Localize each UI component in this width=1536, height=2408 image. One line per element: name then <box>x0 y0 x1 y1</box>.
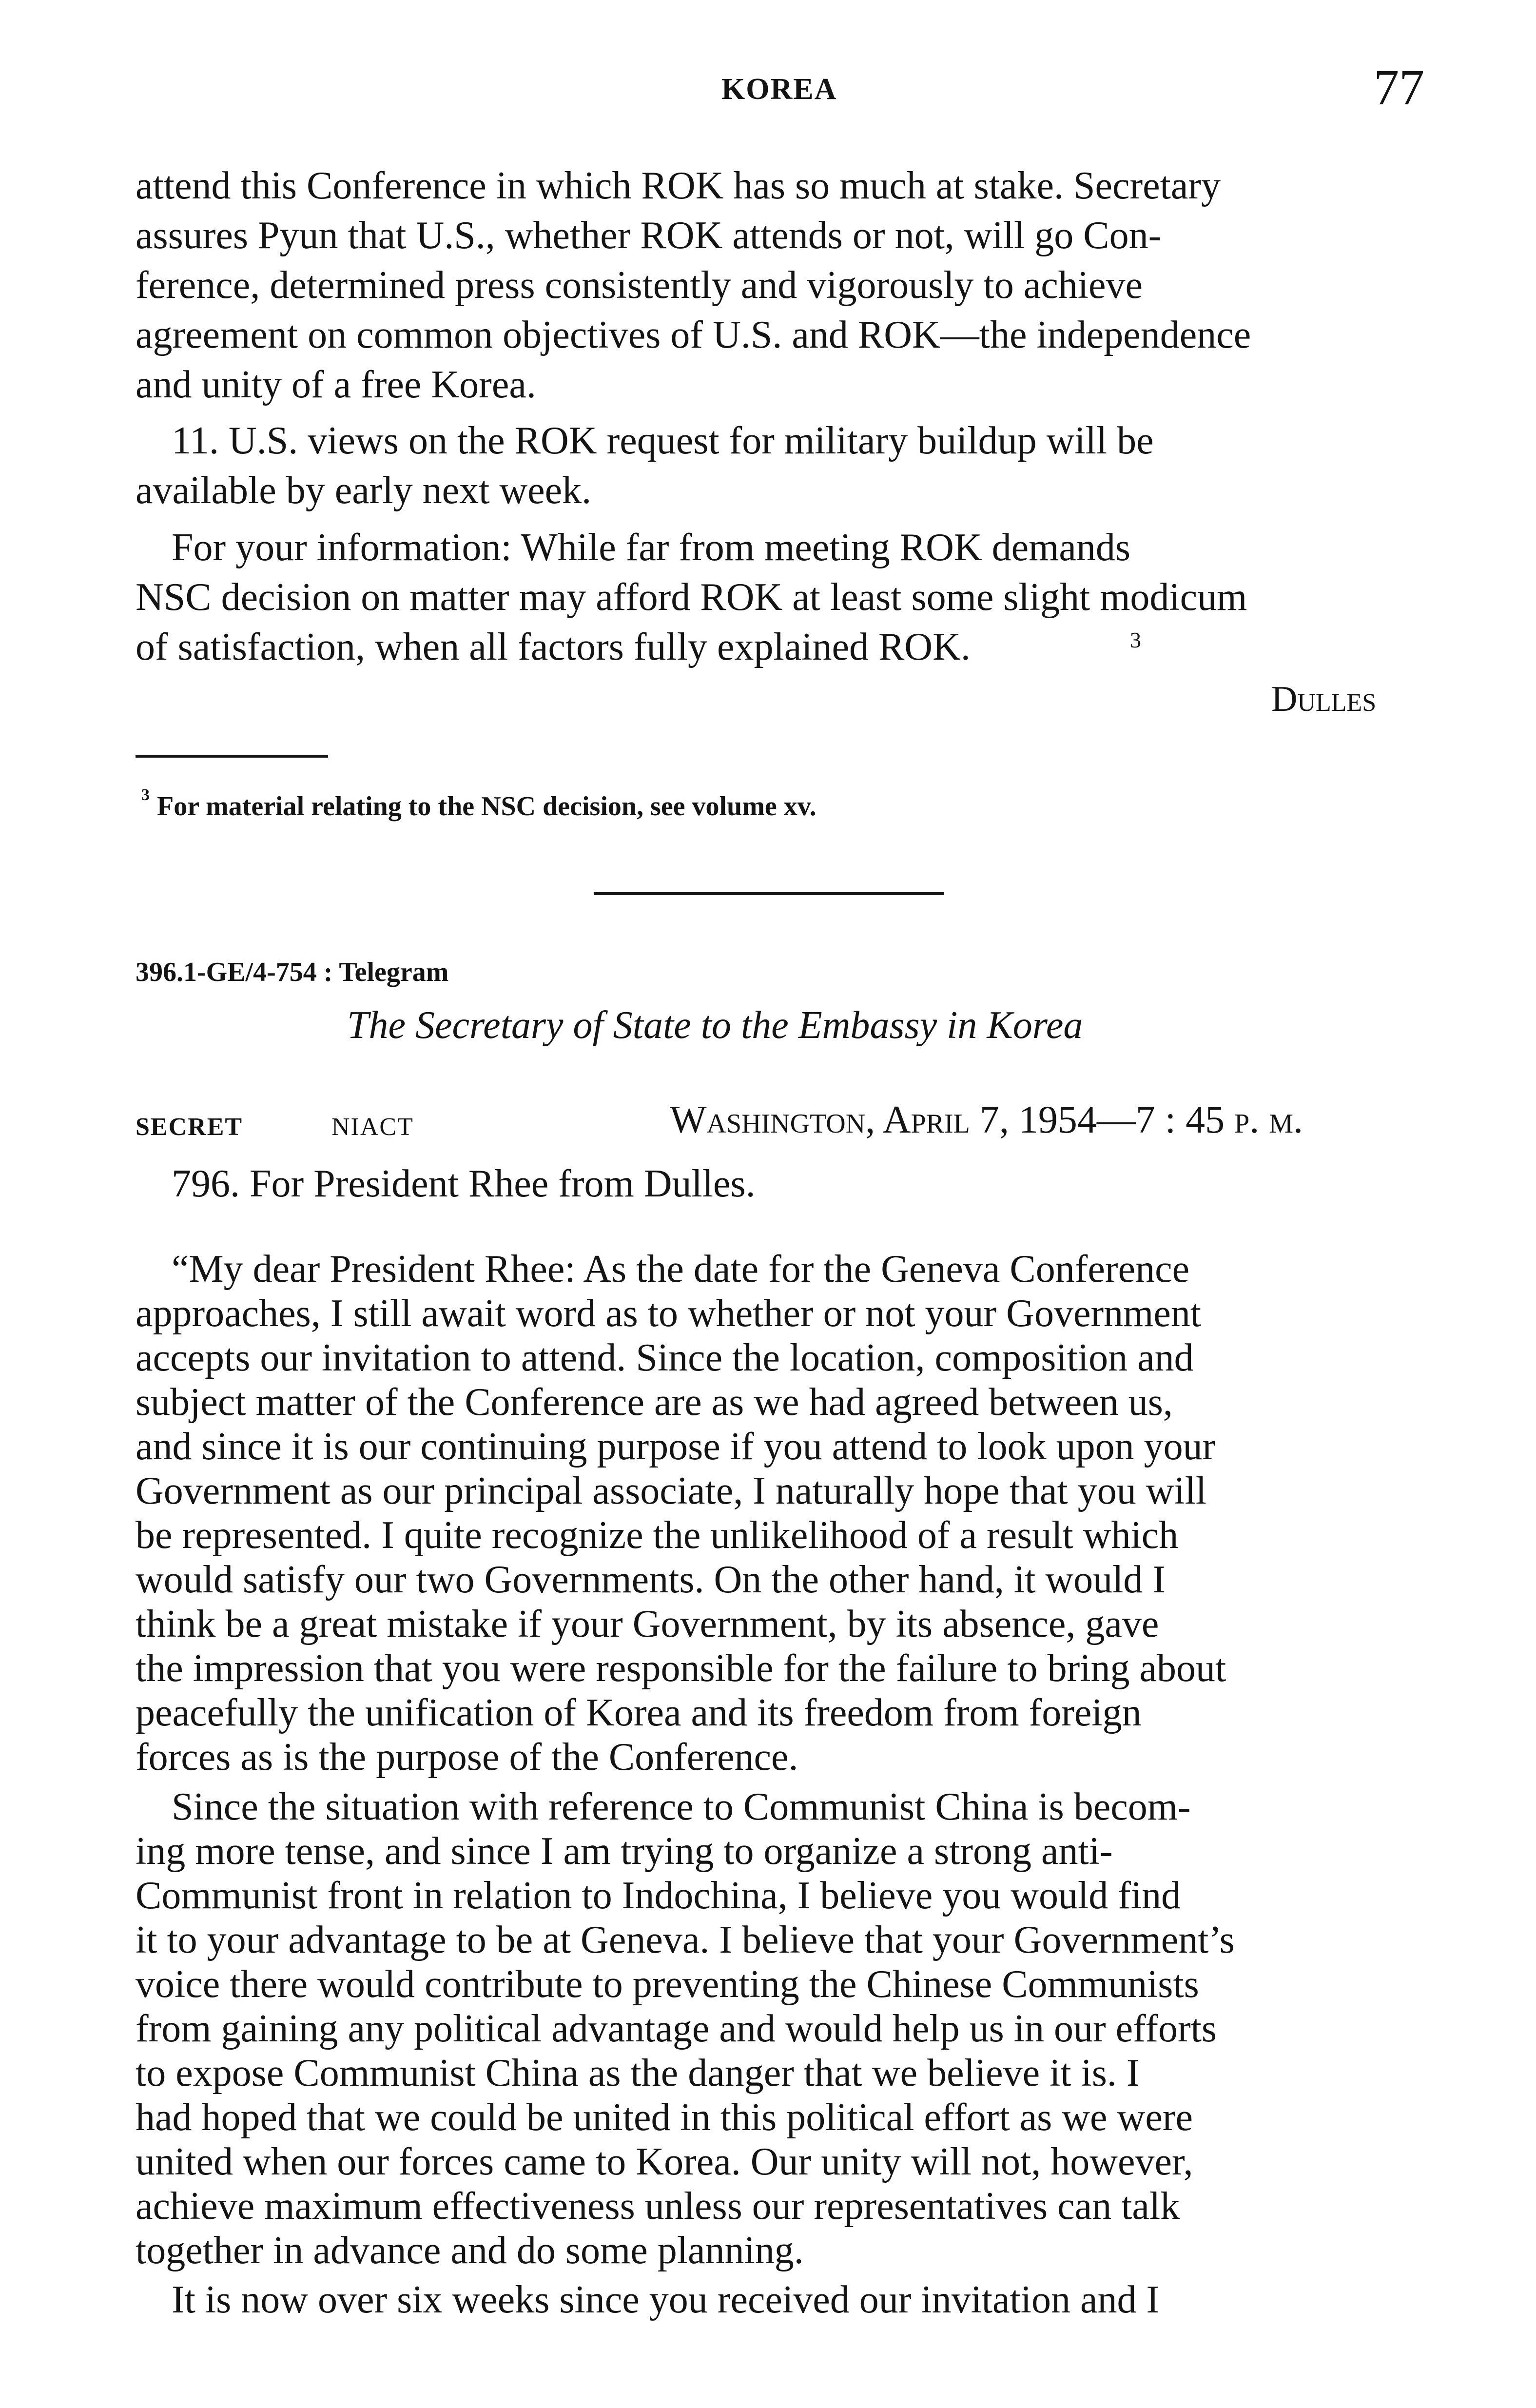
body-line: ing more tense, and since I am trying to organize a strong anti- <box>136 1830 1113 1873</box>
page-number: 77 <box>1374 59 1424 116</box>
precedence: NIACT <box>331 1113 414 1141</box>
body-line: think be a great mistake if your Government, by its absence, gave <box>136 1603 1159 1645</box>
body-line: NSC decision on matter may afford ROK at least some slight modicum <box>136 576 1247 619</box>
body-line: the impression that you were responsible for the failure to bring about <box>136 1647 1226 1690</box>
body-line: “My dear President Rhee: As the date for the Geneva Conference <box>172 1248 1190 1291</box>
body-line: agreement on common objectives of U.S. and ROK—the independence <box>136 313 1251 356</box>
telegram-number: 796. For President Rhee from Dulles. <box>172 1162 756 1205</box>
document-title: The Secretary of State to the Embassy in Korea <box>347 1004 1083 1047</box>
body-line: forces as is the purpose of the Conference. <box>136 1736 798 1779</box>
body-line: from gaining any political advantage and would help us in our efforts <box>136 2007 1217 2050</box>
body-line: Government as our principal associate, I naturally hope that you will <box>136 1469 1207 1512</box>
body-line: 11. U.S. views on the ROK request for military buildup will be <box>172 419 1154 462</box>
classification: SECRET <box>136 1113 243 1141</box>
body-line: approaches, I still await word as to whether or not your Government <box>136 1292 1202 1335</box>
body-line: and since it is our continuing purpose if you attend to look upon your <box>136 1425 1216 1468</box>
body-line: peacefully the unification of Korea and its freedom from foreign <box>136 1691 1142 1734</box>
body-line: attend this Conference in which ROK has so much at stake. Secretary <box>136 164 1221 207</box>
body-line: together in advance and do some planning. <box>136 2229 804 2272</box>
section-separator <box>594 892 944 895</box>
footnote-marker: 3 <box>141 786 150 804</box>
file-number: 396.1-GE/4-754 : Telegram <box>136 957 449 987</box>
body-line: Communist front in relation to Indochina, I believe you would find <box>136 1874 1181 1917</box>
body-line: For your information: While far from meeting ROK demands <box>172 526 1130 569</box>
footnote-reference: 3 <box>1130 627 1141 652</box>
body-line: ference, determined press consistently and vigorously to achieve <box>136 264 1143 307</box>
place-date: Washington, April 7, 1954—7 : 45 p. m. <box>670 1098 1303 1141</box>
body-line: it to your advantage to be at Geneva. I believe that your Government’s <box>136 1919 1235 1961</box>
body-line: and unity of a free Korea. <box>136 363 536 406</box>
body-line: subject matter of the Conference are as we had agreed between us, <box>136 1381 1173 1424</box>
body-line: achieve maximum effectiveness unless our representatives can talk <box>136 2185 1180 2228</box>
running-head: KOREA <box>721 73 837 106</box>
body-line: available by early next week. <box>136 469 592 512</box>
body-line: of satisfaction, when all factors fully explained ROK. <box>136 626 971 668</box>
body-line: had hoped that we could be united in this political effort as we were <box>136 2096 1193 2139</box>
body-line: voice there would contribute to preventing the Chinese Communists <box>136 1963 1199 2006</box>
body-line: would satisfy our two Governments. On the other hand, it would I <box>136 1558 1166 1601</box>
body-line: It is now over six weeks since you received our invitation and I <box>172 2278 1160 2321</box>
body-line: Since the situation with reference to Communist China is becom- <box>172 1785 1191 1828</box>
body-line: to expose Communist China as the danger that we believe it is. I <box>136 2052 1140 2095</box>
footnote-rule <box>136 755 328 758</box>
body-line: united when our forces came to Korea. Our unity will not, however, <box>136 2140 1193 2183</box>
body-line: accepts our invitation to attend. Since the location, composition and <box>136 1336 1194 1379</box>
signature: Dulles <box>1271 679 1377 719</box>
body-line: be represented. I quite recognize the unlikelihood of a result which <box>136 1514 1179 1557</box>
footnote-text: For material relating to the NSC decision, see volume xv. <box>157 791 817 822</box>
body-line: assures Pyun that U.S., whether ROK attends or not, will go Con- <box>136 214 1162 257</box>
